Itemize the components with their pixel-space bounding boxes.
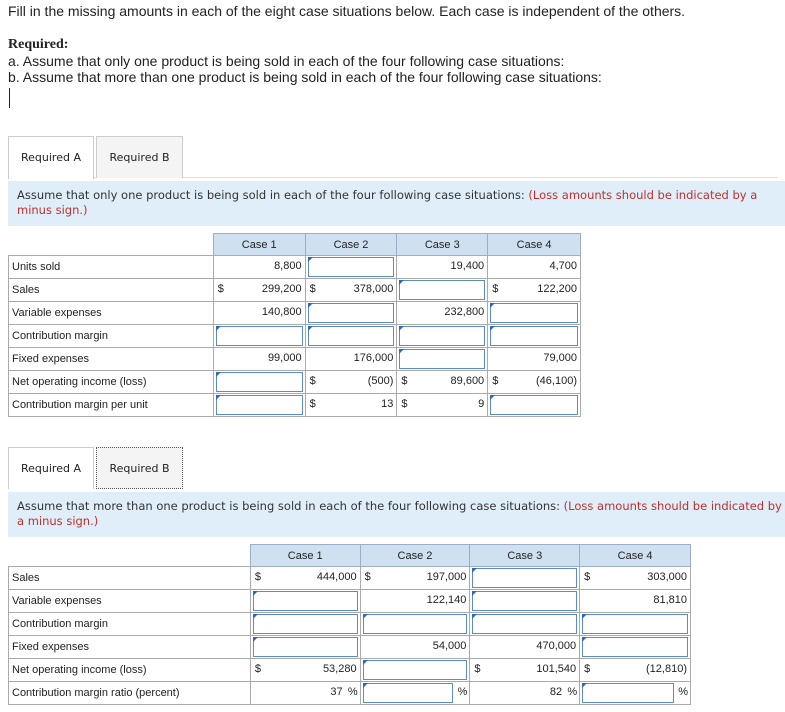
amount-value: (500) <box>367 375 394 387</box>
cell-case-4 <box>488 302 581 325</box>
cell-case-2 <box>305 279 397 302</box>
cell-case-1 <box>213 348 305 371</box>
cell-case-1 <box>213 394 305 417</box>
cell-case-2 <box>305 256 397 279</box>
amount-input[interactable] <box>582 637 688 657</box>
instructions-banner-b <box>8 492 785 537</box>
tab-required-a[interactable]: Required A <box>8 136 94 179</box>
instructions-banner-a <box>8 181 785 226</box>
case-2-header: Case 2 <box>305 234 397 256</box>
amount-input[interactable] <box>472 591 577 611</box>
cell-case-3 <box>397 348 488 371</box>
amount-value: 303,000 <box>647 571 687 583</box>
amount-input[interactable] <box>472 568 577 588</box>
cell-case-2 <box>360 636 470 659</box>
cell-case-2 <box>360 590 470 613</box>
intro-text: Fill in the missing amounts in each of the eight case situations below. Each case is independent of the others. <box>8 3 686 19</box>
amount-input[interactable] <box>216 326 303 346</box>
case-4-header: Case 4 <box>488 234 581 256</box>
amount-value: 99,000 <box>267 352 302 364</box>
amount-value: 79,000 <box>543 352 577 364</box>
amount-input[interactable] <box>253 637 358 657</box>
amount-input[interactable] <box>308 303 395 323</box>
cell-case-3 <box>397 325 488 348</box>
amount-value: 9 <box>478 398 485 410</box>
cell-case-1 <box>250 659 360 682</box>
tab-required-b[interactable]: Required B <box>96 136 183 178</box>
amount-input[interactable] <box>399 349 485 369</box>
amount-value: 176,000 <box>353 352 394 364</box>
cell-case-3 <box>470 590 580 613</box>
amount-value: 4,700 <box>549 260 577 272</box>
required-b-text: b. Assume that more than one product is being sold in each of the four following case situations: <box>8 69 602 85</box>
text-cursor <box>9 88 10 108</box>
row-label: Contribution margin <box>9 325 214 348</box>
cell-case-4 <box>580 659 691 682</box>
cell-case-4 <box>580 613 691 636</box>
dollar-sign: $ <box>254 663 261 675</box>
amount-input[interactable] <box>472 614 577 634</box>
amount-input[interactable] <box>308 326 395 346</box>
cell-case-4 <box>580 567 691 590</box>
table-row <box>9 302 581 325</box>
table-row <box>9 394 581 417</box>
amount-input[interactable] <box>253 614 358 634</box>
amount-value: 13 <box>381 398 394 410</box>
header-row <box>9 545 691 567</box>
amount-value: 470,000 <box>536 640 577 652</box>
cell-case-1 <box>213 302 305 325</box>
amount-input[interactable] <box>253 591 358 611</box>
amount-input[interactable] <box>363 614 468 634</box>
case-1-header: Case 1 <box>250 545 360 567</box>
amount-input[interactable] <box>308 257 395 277</box>
cell-case-2 <box>305 325 397 348</box>
table-row <box>9 590 691 613</box>
amount-input[interactable] <box>216 372 303 392</box>
banner-note-a: (Loss amounts should be indicated by a minus sign.) <box>17 188 758 217</box>
dollar-sign: $ <box>217 283 224 295</box>
dollar-sign: $ <box>309 283 316 295</box>
dollar-sign: $ <box>364 571 371 583</box>
banner-text-a: Assume that only one product is being sold in each of the four following case situations: <box>17 188 529 202</box>
amount-input[interactable] <box>490 395 578 415</box>
amount-value: 81,810 <box>653 594 687 606</box>
dollar-sign: $ <box>309 375 316 387</box>
cell-case-3 <box>470 682 580 705</box>
row-label: Units sold <box>9 256 214 279</box>
cell-case-1 <box>250 567 360 590</box>
amount-value: 101,540 <box>536 663 577 675</box>
cell-case-1 <box>213 325 305 348</box>
case-4-header: Case 4 <box>580 545 691 567</box>
case-3-header: Case 3 <box>470 545 580 567</box>
cell-case-1 <box>250 636 360 659</box>
amount-value: (46,100) <box>536 375 577 387</box>
case-2-header: Case 2 <box>360 545 470 567</box>
amount-value: 444,000 <box>316 571 357 583</box>
amount-value: 53,280 <box>322 663 357 675</box>
cell-case-3 <box>397 371 488 394</box>
cell-case-4 <box>580 636 691 659</box>
tab-bar-a <box>8 136 778 178</box>
cell-case-1 <box>250 590 360 613</box>
cell-case-3 <box>397 394 488 417</box>
amount-input[interactable] <box>582 614 688 634</box>
percent-sign: % <box>567 686 578 698</box>
amount-input[interactable] <box>399 280 485 300</box>
row-label: Contribution margin <box>9 613 251 636</box>
amount-value: 37 <box>330 686 343 698</box>
cell-case-4 <box>488 279 581 302</box>
dollar-sign: $ <box>474 663 481 675</box>
banner-text-b: Assume that more than one product is being sold in each of the four following case situations: <box>17 499 564 513</box>
cell-case-2 <box>305 394 397 417</box>
cell-case-1 <box>250 613 360 636</box>
table-row <box>9 279 581 302</box>
case-3-header: Case 3 <box>397 234 488 256</box>
banner-note-b: (Loss amounts should be indicated by a minus sign.) <box>17 499 782 528</box>
amount-input[interactable] <box>216 395 303 415</box>
cell-case-2 <box>305 371 397 394</box>
row-label: Sales <box>9 567 251 590</box>
table-row <box>9 348 581 371</box>
dollar-sign: $ <box>584 571 591 583</box>
cell-case-1 <box>213 256 305 279</box>
cell-case-1 <box>213 371 305 394</box>
cell-case-2 <box>360 613 470 636</box>
amount-value: 54,000 <box>432 640 467 652</box>
required-a-text: a. Assume that only one product is being sold in each of the four following case situations: <box>8 53 565 69</box>
amount-value: 82 <box>549 686 563 698</box>
case-1-header: Case 1 <box>213 234 305 256</box>
amount-value: 378,000 <box>353 283 394 295</box>
cell-case-2 <box>360 682 470 705</box>
dollar-sign: $ <box>401 375 408 387</box>
amount-value: 19,400 <box>450 260 485 272</box>
row-label: Sales <box>9 279 214 302</box>
dollar-sign: $ <box>254 571 261 583</box>
amount-input[interactable] <box>363 660 468 680</box>
amount-value: 122,140 <box>426 594 467 606</box>
row-label: Variable expenses <box>9 590 251 613</box>
cell-case-4 <box>580 590 691 613</box>
cell-case-4 <box>580 682 691 705</box>
table-required-a <box>8 233 581 417</box>
row-label: Contribution margin per unit <box>9 394 214 417</box>
row-label: Fixed expenses <box>9 636 251 659</box>
cell-case-2 <box>305 302 397 325</box>
amount-input[interactable] <box>490 326 578 346</box>
row-label: Fixed expenses <box>9 348 214 371</box>
cell-case-3 <box>470 613 580 636</box>
row-label: Contribution margin ratio (percent) <box>9 682 251 705</box>
table-row <box>9 682 691 705</box>
tab-required-a-b[interactable]: Required A <box>8 447 94 489</box>
dollar-sign: $ <box>584 663 591 675</box>
cell-case-2 <box>360 659 470 682</box>
amount-input[interactable] <box>582 683 674 703</box>
dollar-sign: $ <box>492 375 499 387</box>
cell-case-2 <box>360 567 470 590</box>
row-label: Net operating income (loss) <box>9 659 251 682</box>
percent-sign: % <box>678 686 688 698</box>
cell-case-4 <box>488 371 581 394</box>
amount-value: 89,600 <box>450 375 485 387</box>
cell-case-3 <box>397 256 488 279</box>
cell-case-1 <box>213 279 305 302</box>
cell-case-2 <box>305 348 397 371</box>
cell-case-3 <box>470 659 580 682</box>
row-label: Net operating income (loss) <box>9 371 214 394</box>
cell-case-4 <box>488 348 581 371</box>
amount-value: 8,800 <box>274 260 302 272</box>
amount-value: 197,000 <box>426 571 467 583</box>
cell-case-3 <box>397 279 488 302</box>
cell-case-3 <box>397 302 488 325</box>
cell-case-4 <box>488 256 581 279</box>
table-row <box>9 567 691 590</box>
amount-value: (12,810) <box>646 663 687 675</box>
tab-required-b-active[interactable]: Required B <box>96 447 183 489</box>
row-label: Variable expenses <box>9 302 214 325</box>
amount-value: 232,800 <box>444 306 485 318</box>
required-heading: Required: <box>8 37 69 52</box>
cell-case-3 <box>470 636 580 659</box>
cell-case-1 <box>250 682 360 705</box>
cell-case-4 <box>488 325 581 348</box>
header-row <box>9 234 581 256</box>
table-row <box>9 325 581 348</box>
cell-case-3 <box>470 567 580 590</box>
table-row <box>9 636 691 659</box>
percent-sign: % <box>457 686 468 698</box>
table-row <box>9 659 691 682</box>
table-row <box>9 371 581 394</box>
amount-value: 299,200 <box>261 283 302 295</box>
dollar-sign: $ <box>401 398 408 410</box>
amount-input[interactable] <box>490 303 578 323</box>
amount-value: 122,200 <box>537 283 577 295</box>
dollar-sign: $ <box>309 398 316 410</box>
amount-input[interactable] <box>399 326 485 346</box>
tab-bar-b <box>8 447 778 489</box>
table-row <box>9 256 581 279</box>
table-row <box>9 613 691 636</box>
dollar-sign: $ <box>492 283 499 295</box>
percent-sign: % <box>347 686 358 698</box>
amount-value: 140,800 <box>261 306 302 318</box>
table-required-b <box>8 544 691 705</box>
amount-input[interactable] <box>363 683 454 703</box>
cell-case-4 <box>488 394 581 417</box>
